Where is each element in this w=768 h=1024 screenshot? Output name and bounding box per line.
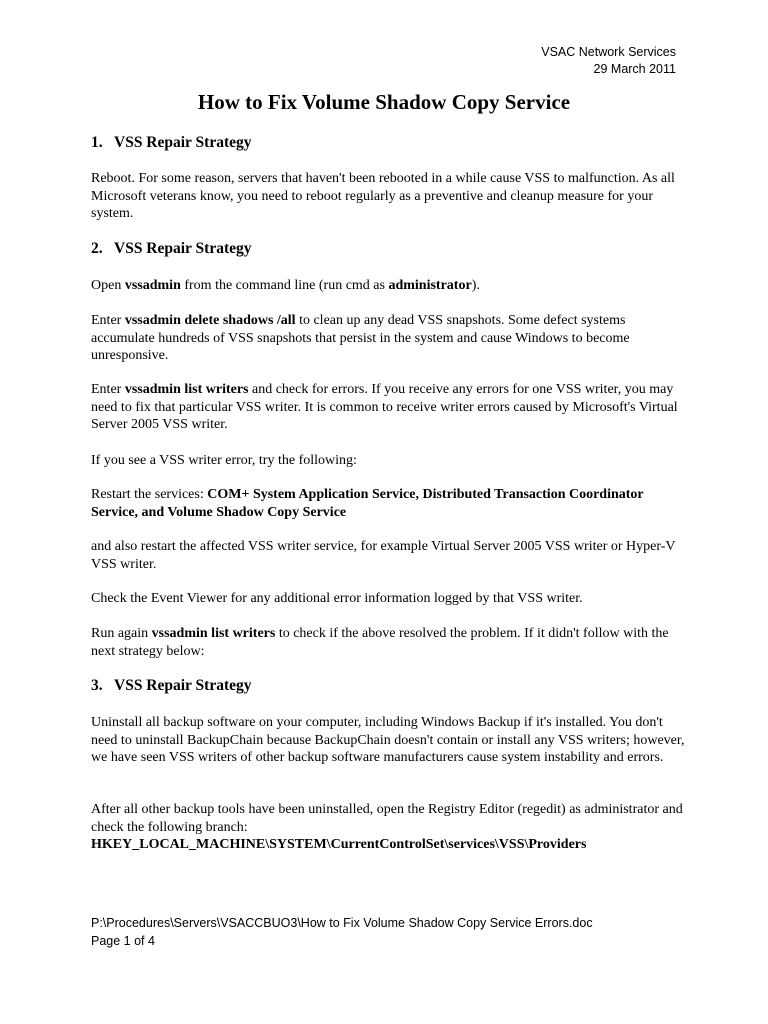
command-delete-shadows: vssadmin delete shadows /all	[124, 313, 296, 328]
page-footer	[91, 914, 593, 950]
section-3-title: VSS Repair Strategy	[114, 677, 252, 694]
footer-page-number: Page 1 of 4	[91, 934, 155, 948]
section-3-paragraph-1: Uninstall all backup software on your computer, including Windows Backup if it's installed. You don't need to uninstall BackupChain because BackupChain doesn't contain or install any VSS writers; however, we have seen VSS writers of other backup software manufacturers cause system instability and errors.	[91, 715, 685, 765]
section-1-paragraph: Reboot. For some reason, servers that haven't been rebooted in a while cause VSS to malfunction. As all Microsoft veterans know, you need to reboot regularly as a preventive and cleanup measure for your system.	[91, 171, 675, 221]
header-date: 29 March 2011	[593, 62, 676, 76]
section-1-title: VSS Repair Strategy	[114, 134, 252, 151]
section-2-number: 2.	[91, 240, 103, 257]
text-run: to check if the above resolved the problem. If it didn't follow with the next strategy below:	[91, 626, 669, 659]
section-2-paragraph-5	[91, 486, 691, 521]
text-run: and check for errors. If you receive any errors for one VSS writer, you may need to fix that particular VSS writer. It is common to receive writer errors caused by Microsoft's Virtual Server 2005 VSS writer.	[91, 382, 678, 432]
text-run: After all other backup tools have been uninstalled, open the Registry Editor (regedit) as administrator and check the following branch:	[91, 802, 683, 835]
text-run: Open	[91, 278, 125, 293]
command-list-writers: vssadmin list writers	[124, 382, 249, 397]
section-3-heading	[91, 677, 252, 695]
section-2-paragraph-3	[91, 381, 691, 434]
text-run: Enter	[91, 382, 125, 397]
section-1-number: 1.	[91, 134, 103, 151]
section-2-paragraph-7: Check the Event Viewer for any additional error information logged by that VSS writer.	[91, 591, 583, 606]
section-3-paragraph-2	[91, 801, 691, 854]
text-run: from the command line (run cmd as	[180, 278, 389, 293]
text-run: Run again	[91, 626, 152, 641]
registry-path: HKEY_LOCAL_MACHINE\SYSTEM\CurrentControlSet\services\VSS\Providers	[91, 837, 587, 852]
command-vssadmin: vssadmin	[124, 278, 181, 293]
section-2-paragraph-1	[91, 277, 691, 295]
header-org: VSAC Network Services	[541, 45, 676, 59]
command-list-writers: vssadmin list writers	[151, 626, 276, 641]
text-run: Enter	[91, 313, 125, 328]
text-run: to clean up any dead VSS snapshots. Some defect systems accumulate hundreds of VSS snapshots that persist in the system and cause Windows to become unresponsive.	[91, 313, 630, 363]
section-2-paragraph-2	[91, 312, 691, 365]
text-run: Restart the services:	[91, 487, 208, 502]
section-2-title: VSS Repair Strategy	[114, 240, 252, 257]
section-2-paragraph-6: and also restart the affected VSS writer service, for example Virtual Server 2005 VSS writer or Hyper-V VSS writer.	[91, 539, 676, 572]
section-1-heading	[91, 134, 252, 152]
section-2-heading	[91, 240, 252, 258]
text-run: ).	[471, 278, 480, 293]
section-2-paragraph-4: If you see a VSS writer error, try the following:	[91, 453, 357, 468]
page-header	[541, 44, 676, 78]
services-list: COM+ System Application Service, Distributed Transaction Coordinator Service, and Volume Shadow Copy Service	[91, 487, 644, 520]
footer-file-path: P:\Procedures\Servers\VSACCBUO3\How to Fix Volume Shadow Copy Service Errors.doc	[91, 916, 593, 930]
section-2-paragraph-8	[91, 625, 691, 660]
section-3-number: 3.	[91, 677, 103, 694]
role-administrator: administrator	[388, 278, 472, 293]
page-title: How to Fix Volume Shadow Copy Service	[197, 90, 571, 114]
